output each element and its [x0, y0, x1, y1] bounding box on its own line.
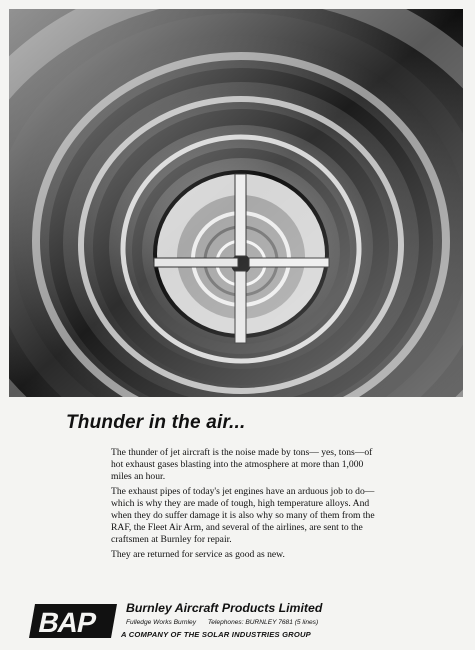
contact-line	[126, 619, 318, 626]
address: Fulledge Works Burnley	[126, 619, 196, 626]
body-paragraph: The exhaust pipes of today's jet engines have an arduous job to do—which is why they are made of tough, high temperature alloys. And when they do suffer damage it is also why so many of them from the RAF, the Fleet Air Arm, and several of the airlines, are sent to the craftsmen at Burnley for repair.	[111, 485, 375, 546]
telephone: Telephones: BURNLEY 7681 (5 lines)	[207, 619, 319, 626]
group-line: A COMPANY OF THE SOLAR INDUSTRIES GROUP	[121, 630, 311, 639]
exhaust-pipe-illustration	[9, 9, 463, 397]
company-name: Burnley Aircraft Products Limited	[126, 601, 323, 615]
bap-logo-mark	[29, 604, 117, 638]
jet-exhaust-pipe-photo	[9, 9, 463, 397]
body-paragraph: The thunder of jet aircraft is the noise made by tons— yes, tons—of hot exhaust gases blasting into the atmosphere at more than 1,000 miles an hour.	[111, 447, 373, 483]
body-copy	[111, 447, 377, 563]
body-paragraph: They are returned for service as good as new.	[111, 548, 285, 560]
headline: Thunder in the air...	[66, 412, 246, 433]
bap-logo	[29, 604, 117, 638]
logo-text: BAP	[35, 606, 99, 638]
